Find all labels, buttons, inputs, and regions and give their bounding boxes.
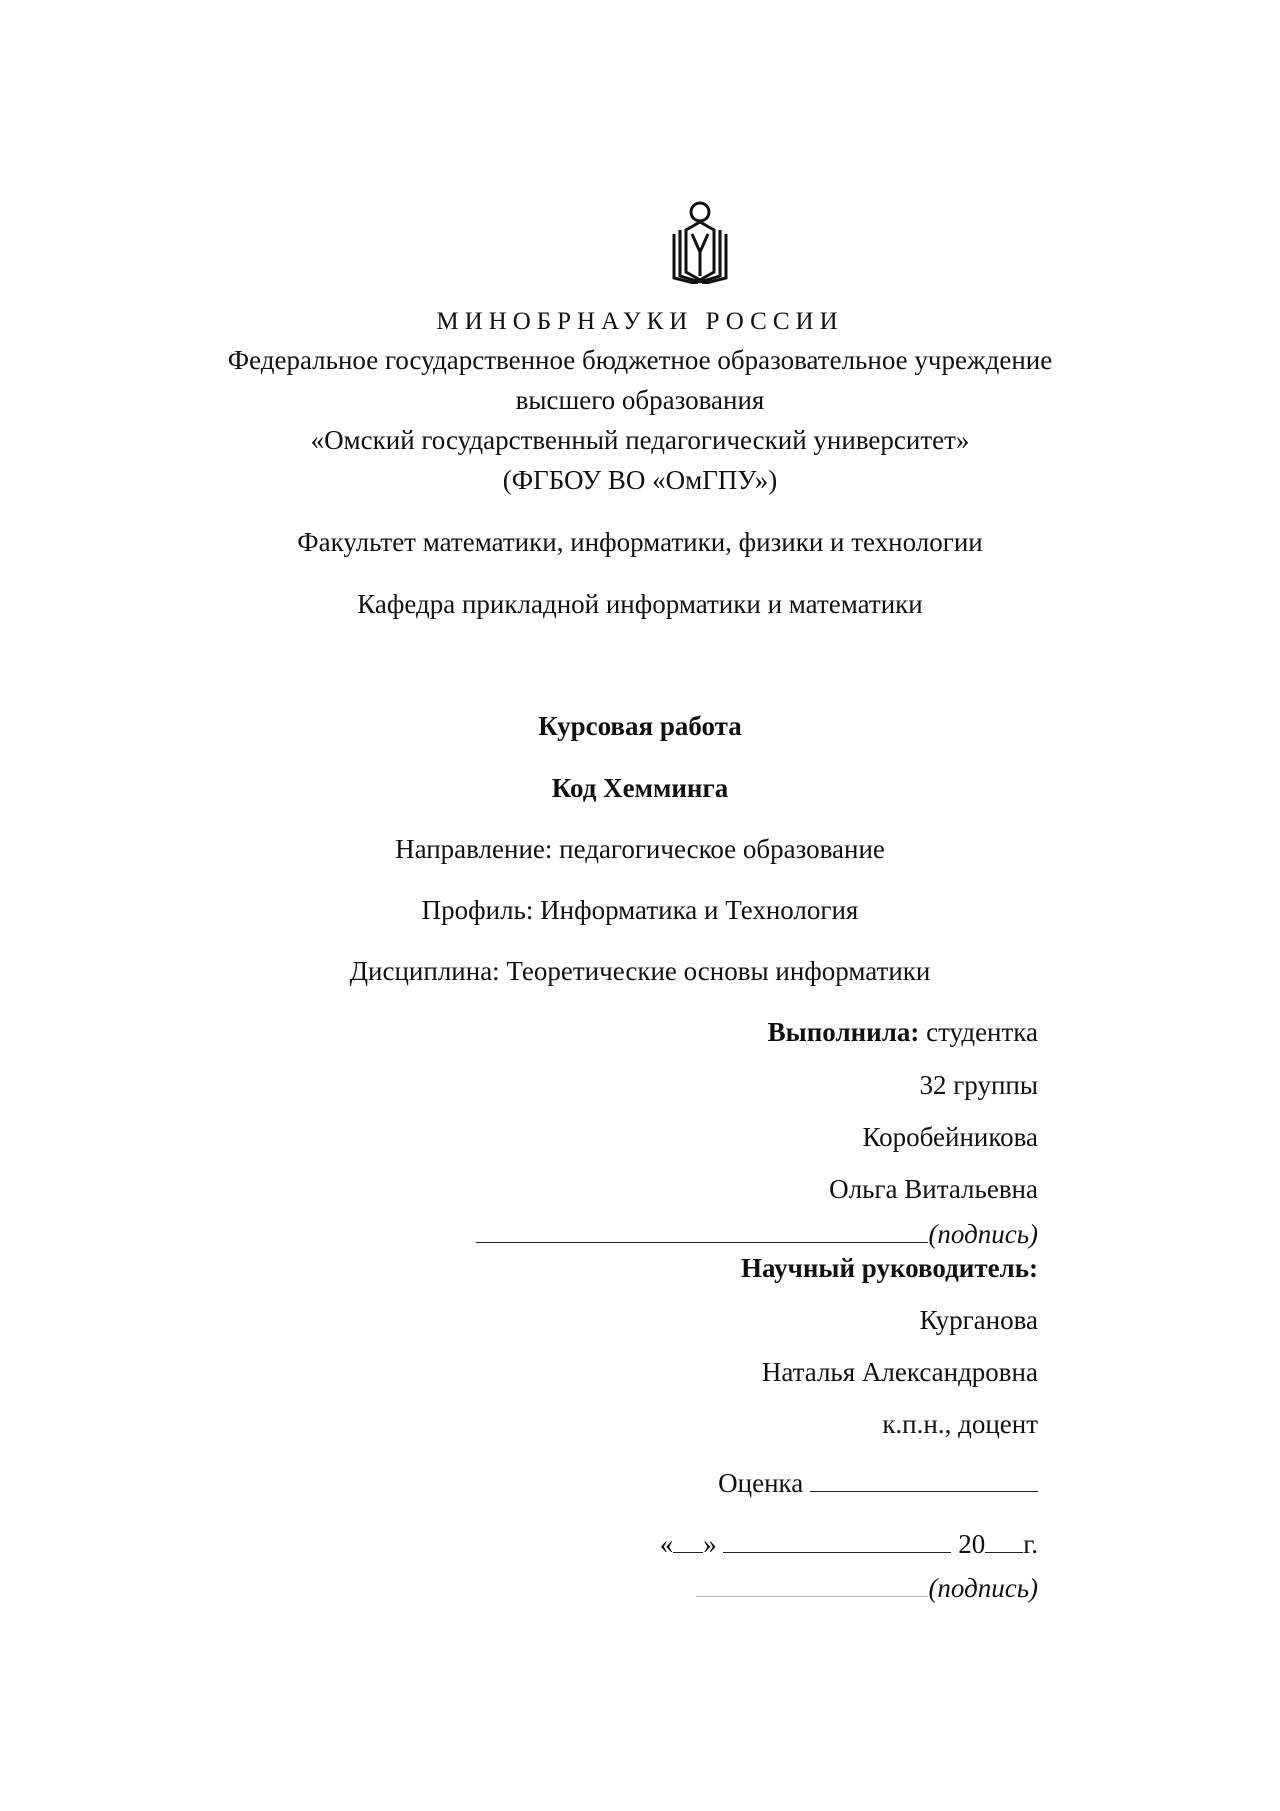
year-line (985, 1528, 1023, 1553)
signature-label: (подпись) (928, 1219, 1038, 1249)
supervisor-name: Наталья Александровна (761, 1357, 1038, 1387)
date-year: 20 (951, 1529, 986, 1559)
discipline: Дисциплина: Теоретические основы информатики (349, 956, 931, 986)
date-open: « (659, 1529, 674, 1559)
grade-label: Оценка (718, 1468, 804, 1498)
work-type: Курсовая работа (538, 711, 742, 741)
student-header (768, 1017, 1038, 1048)
month-line (723, 1528, 951, 1553)
student-signature (476, 1218, 1038, 1250)
institution-line2: высшего образования (515, 385, 765, 415)
date-mid: » (703, 1529, 724, 1559)
date-end: г. (1023, 1529, 1038, 1559)
supervisor-degree: к.п.н., доцент (882, 1409, 1038, 1439)
supervisor-signature-label: (подпись) (928, 1573, 1038, 1603)
work-topic: Код Хемминга (551, 773, 729, 803)
grade-line (810, 1467, 1038, 1492)
signature-line (476, 1218, 928, 1243)
direction: Направление: педагогическое образование (395, 834, 885, 864)
grade-row (718, 1467, 1038, 1499)
institution-line1: Федеральное государственное бюджетное образовательное учреждение (227, 345, 1053, 375)
faculty-name: Факультет математики, информатики, физики и технологии (297, 527, 983, 557)
university-abbreviation: (ФГБОУ ВО «ОмГПУ») (502, 465, 778, 495)
student-label: Выполнила: (767, 1017, 920, 1047)
profile: Профиль: Информатика и Технология (421, 895, 859, 925)
supervisor-signature (696, 1572, 1038, 1604)
student-role: студентка (919, 1017, 1038, 1047)
student-group: 32 группы (919, 1070, 1038, 1100)
supervisor-signature-line (696, 1572, 928, 1597)
day-line (673, 1528, 703, 1553)
student-name: Ольга Витальевна (829, 1174, 1038, 1204)
supervisor-label: Научный руководитель: (741, 1253, 1038, 1283)
university-emblem-icon (664, 200, 736, 284)
supervisor-surname: Курганова (919, 1305, 1038, 1335)
department-name: Кафедра прикладной информатики и математики (357, 589, 923, 619)
ministry-label: МИНОБРНАУКИ РОССИИ (436, 308, 844, 335)
date-row (660, 1528, 1038, 1560)
university-name: «Омский государственный педагогический университет» (310, 425, 970, 455)
student-surname: Коробейникова (862, 1122, 1038, 1152)
